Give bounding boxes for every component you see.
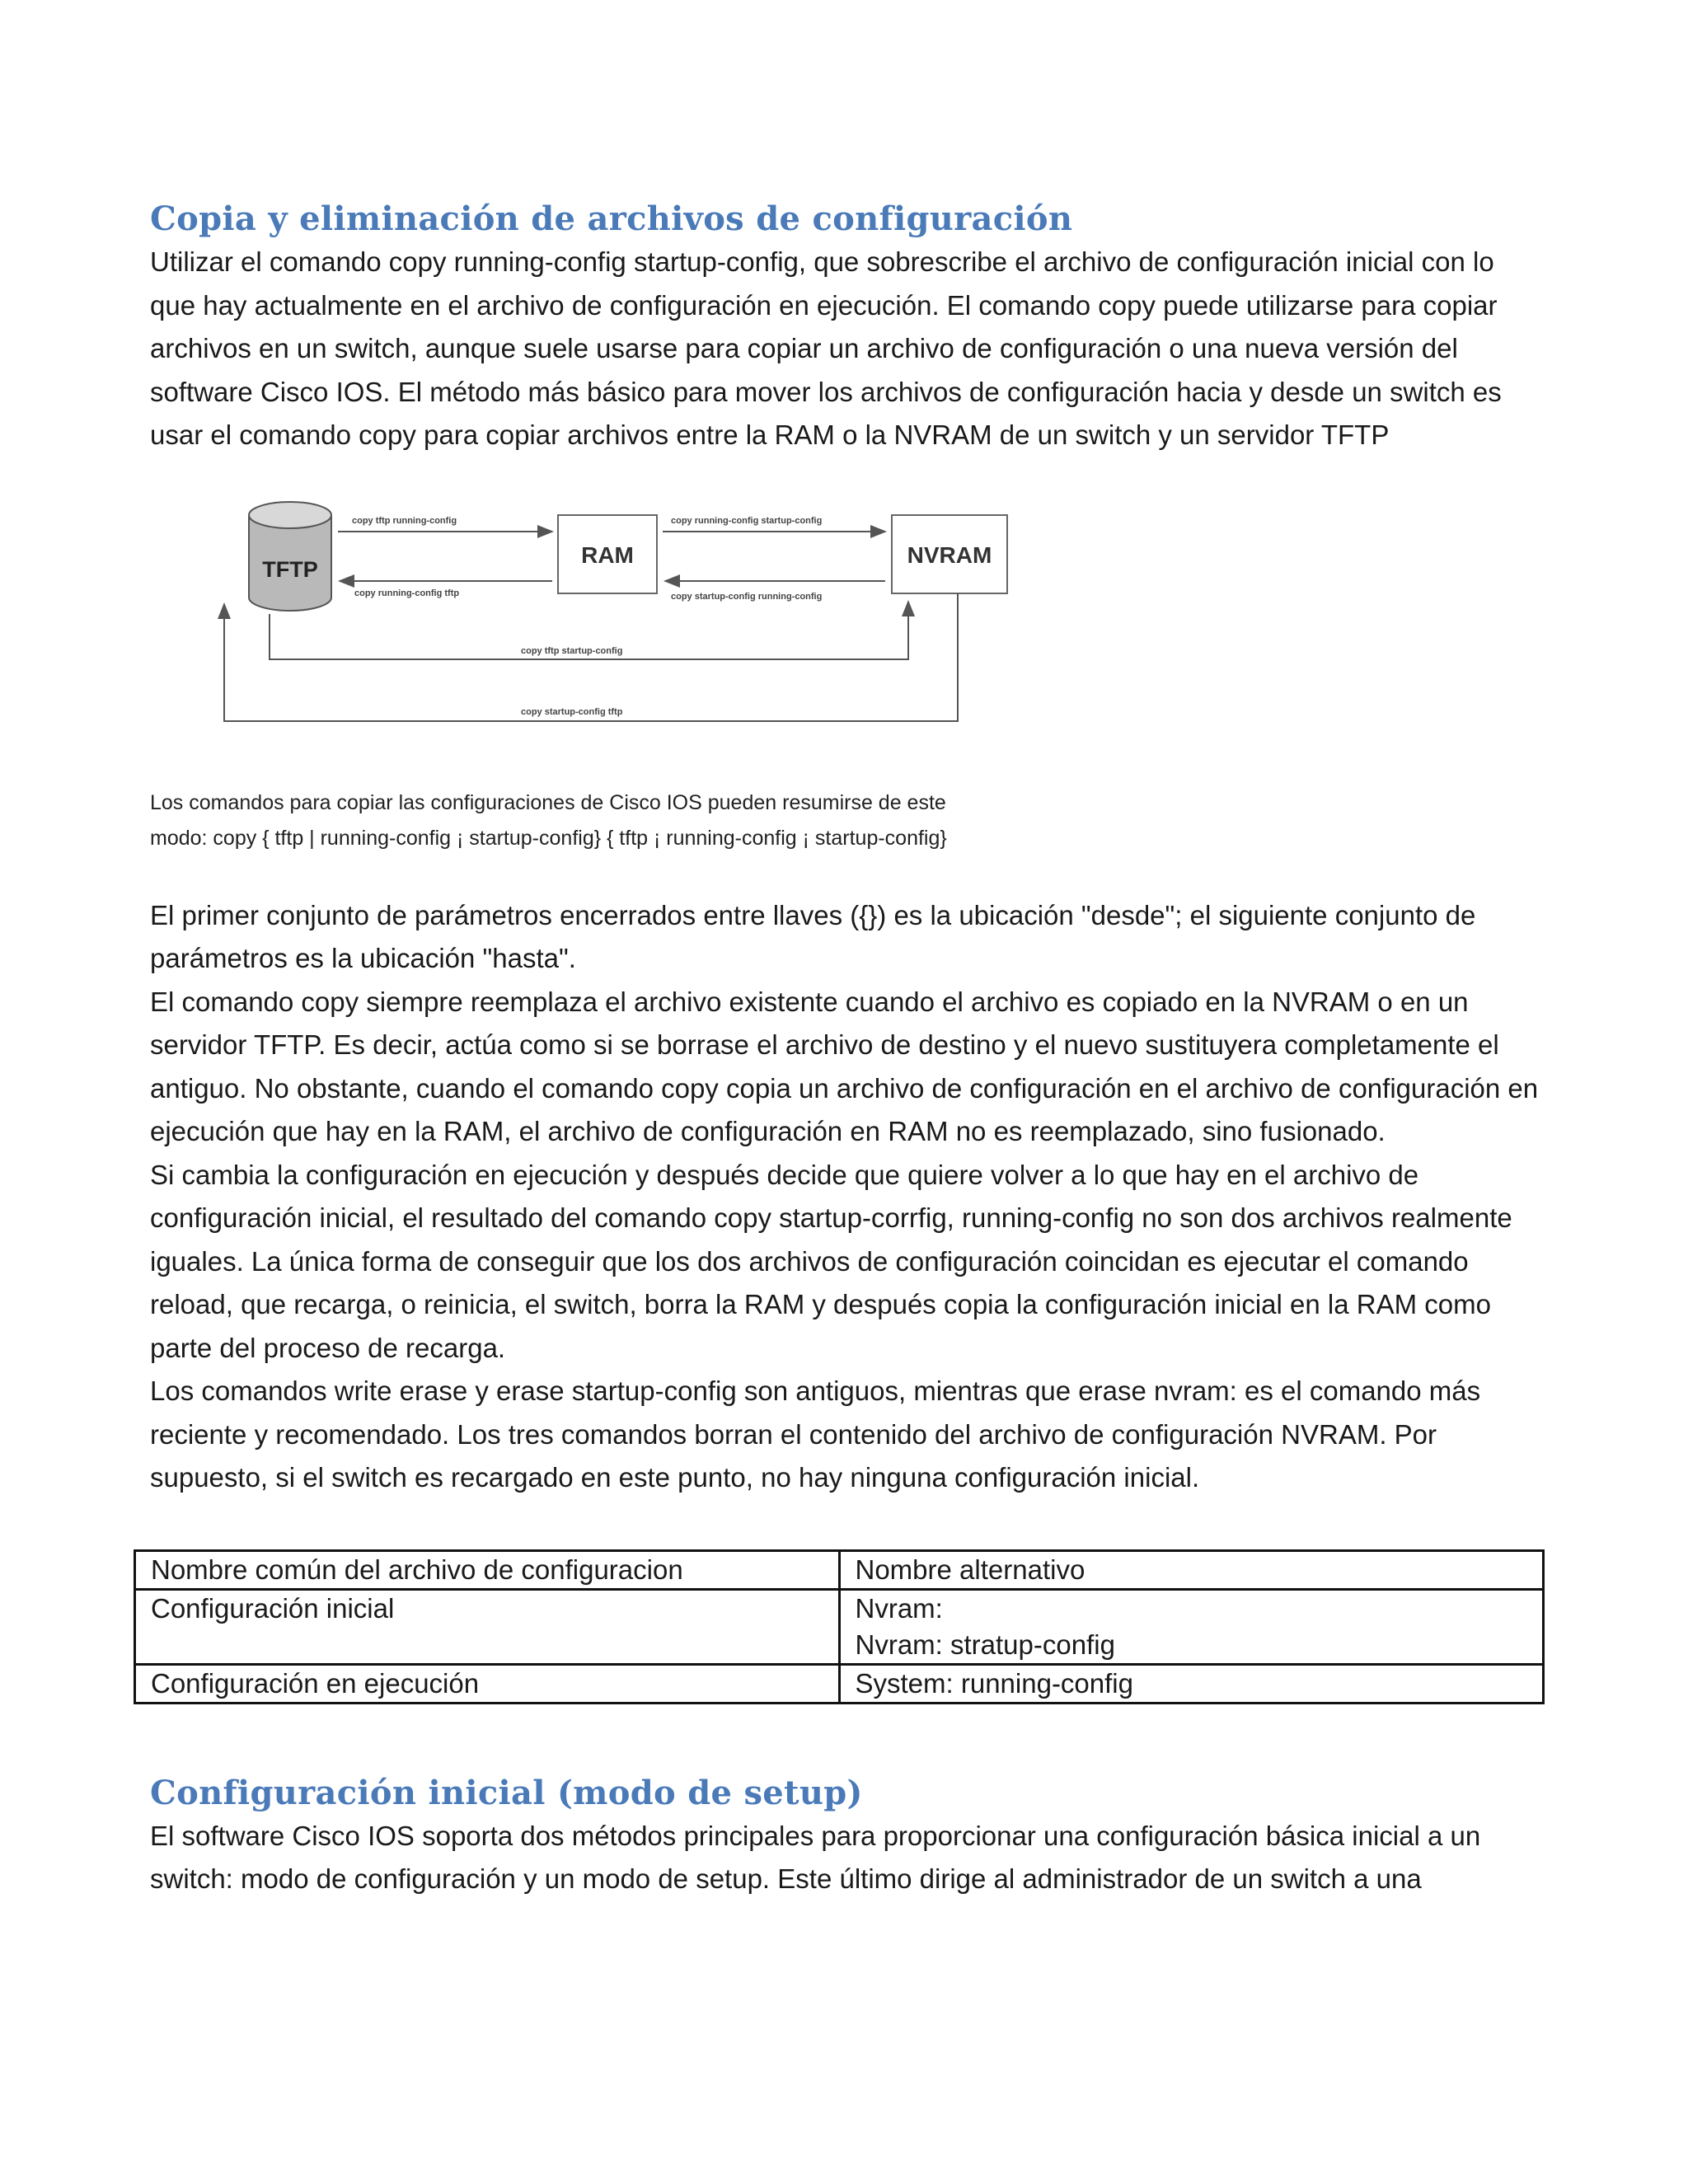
alt-line: Nvram: bbox=[855, 1592, 943, 1624]
section-intro-paragraph: Utilizar el comando copy running-config startup-config, que sobrescribe el archivo de configuración inicial con lo que hay actualmente en el archivo de configuración en ejecución. El comando copy puede utilizarse para copiar archivos en un switch, aunque suele usarse para copiar un archivo de configuración o una nueva versión del software Cisco IOS. El método más básico para mover los archivos de configuración hacia y desde un switch es usar el comando copy para copiar archivos entre la RAM o la NVRAM de un switch y un servidor TFTP bbox=[150, 246, 1502, 450]
paragraph: El comando copy siempre reemplaza el archivo existente cuando el archivo es copiado en la NVRAM o en un servidor TFTP. Es decir, actúa como si se borrase el archivo de destino y el nuevo sustituyera completamente el antiguo. No obstante, cuando el comando copy copia un archivo de configuración en el archivo de configuración en ejecución que hay en la RAM, el archivo de configuración en RAM no es reemplazado, sino fusionado. bbox=[150, 986, 1539, 1146]
diagram-svg bbox=[208, 490, 1048, 762]
arrow-label-nvram-to-tftp: copy startup-config tftp bbox=[521, 706, 623, 717]
table-cell-alt: System: running-config bbox=[839, 1664, 1544, 1703]
table-row bbox=[135, 1589, 1544, 1664]
config-names-table bbox=[134, 1549, 1545, 1704]
table-cell-name: Configuración en ejecución bbox=[135, 1664, 840, 1703]
section-title-setup: Configuración inicial (modo de setup) bbox=[150, 1773, 863, 1812]
table-header-cell: Nombre común del archivo de configuracion bbox=[135, 1550, 840, 1589]
arrow-nvram-to-tftp bbox=[224, 593, 958, 721]
section-initial-config bbox=[150, 1772, 1543, 1901]
tftp-label: TFTP bbox=[262, 556, 318, 582]
page-content bbox=[150, 198, 1543, 1901]
alt-line: Nvram: stratup-config bbox=[855, 1629, 1115, 1660]
arrow-label-ram-to-nvram: copy running-config startup-config bbox=[671, 515, 823, 526]
tftp-server-icon bbox=[249, 502, 331, 611]
nvram-box bbox=[892, 515, 1007, 593]
table-cell-name: Configuración inicial bbox=[135, 1589, 840, 1664]
copy-commands-diagram bbox=[208, 490, 1048, 762]
explanation-paragraphs bbox=[150, 894, 1543, 1500]
section-title-copy: Copia y eliminación de archivos de configuración bbox=[150, 199, 1073, 238]
table-header-row bbox=[135, 1550, 1544, 1589]
diagram-caption bbox=[150, 785, 1543, 856]
table-row bbox=[135, 1664, 1544, 1703]
arrow-label-ram-to-tftp: copy running-config tftp bbox=[354, 588, 460, 598]
table-header-cell: Nombre alternativo bbox=[839, 1550, 1544, 1589]
caption-line-2: modo: copy { tftp | running-config ¡ startup-config} { tftp ¡ running-config ¡ startup-config} bbox=[150, 826, 947, 850]
ram-label: RAM bbox=[581, 541, 634, 568]
paragraph: Los comandos write erase y erase startup-config son antiguos, mientras que erase nvram: es el comando más reciente y recomendado. Los tres comandos borran el contenido del archivo de configuración NVRAM. Por supuesto, si el switch es recargado en este punto, no hay ninguna configuración inicial. bbox=[150, 1376, 1481, 1493]
table-cell-alt bbox=[839, 1589, 1544, 1664]
section2-intro-paragraph: El software Cisco IOS soporta dos métodos principales para proporcionar una configuración básica inicial a un switch: modo de configuración y un modo de setup. Este último dirige al administrador de un switch a una bbox=[150, 1820, 1481, 1894]
nvram-label: NVRAM bbox=[907, 541, 992, 568]
arrow-label-nvram-to-ram: copy startup-config running-config bbox=[671, 591, 823, 602]
caption-line-1: Los comandos para copiar las configuraciones de Cisco IOS pueden resumirse de este bbox=[150, 790, 946, 814]
paragraph: El primer conjunto de parámetros encerrados entre llaves ({}) es la ubicación "desde"; el siguiente conjunto de parámetros es la ubicación "hasta". bbox=[150, 899, 1476, 973]
ram-box bbox=[558, 515, 657, 593]
arrow-label-tftp-to-nvram: copy tftp startup-config bbox=[521, 645, 623, 656]
arrow-label-tftp-to-ram: copy tftp running-config bbox=[352, 515, 457, 526]
paragraph: Si cambia la configuración en ejecución y después decide que quiere volver a lo que hay en el archivo de configuración inicial, el resultado del comando copy startup-corrfig, running-config no son dos archivos realmente iguales. La única forma de conseguir que los dos archivos de configuración coincidan es ejecutar el comando reload, que recarga, o reinicia, el switch, borra la RAM y después copia la configuración inicial en la RAM como parte del proceso de recarga. bbox=[150, 1159, 1512, 1363]
